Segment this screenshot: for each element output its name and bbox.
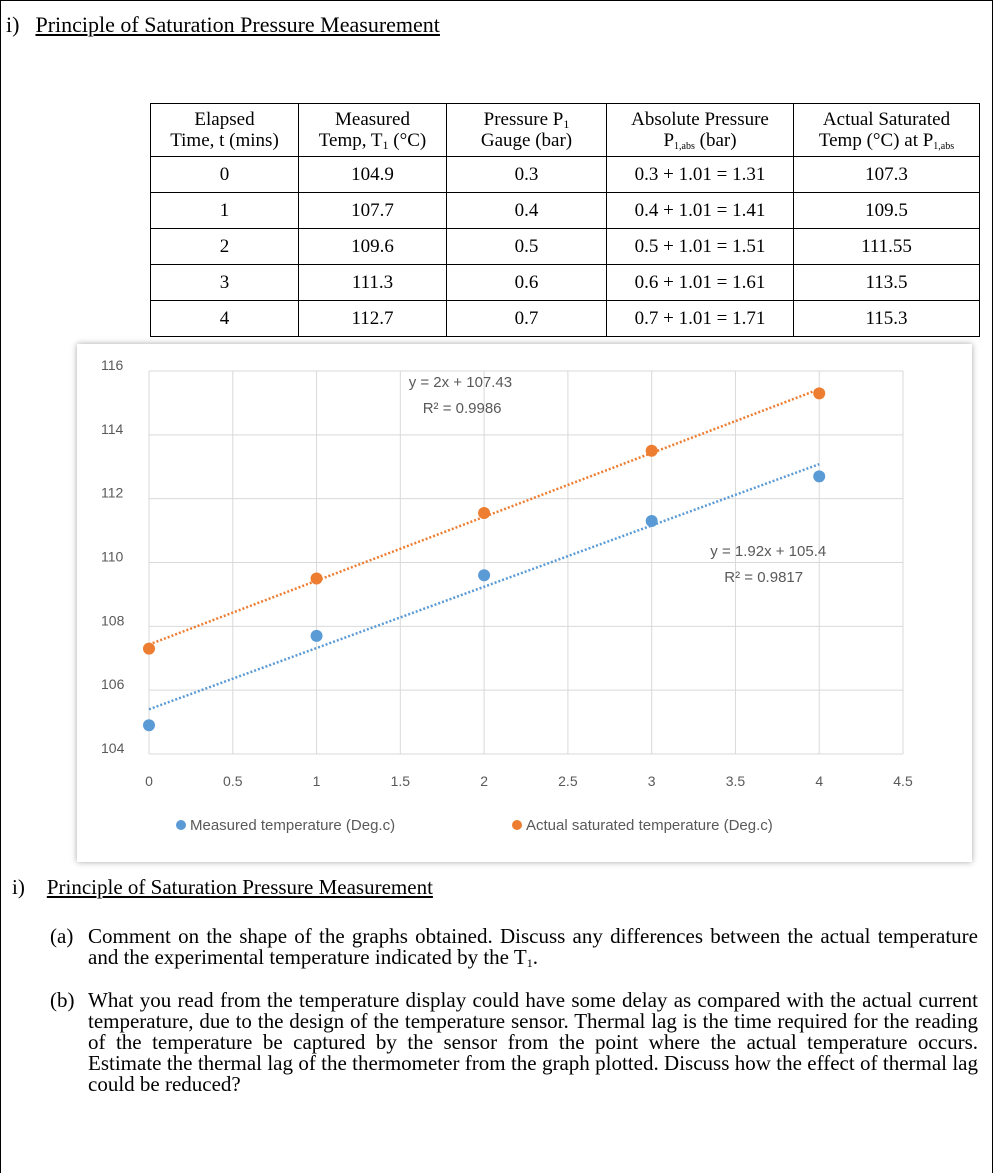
- table-cell: 0.5: [447, 229, 607, 265]
- table-row: [151, 193, 980, 229]
- data-point-actual: [813, 387, 825, 399]
- table-cell: 0.3 + 1.01 = 1.31: [607, 157, 794, 193]
- legend-label: Actual saturated temperature (Deg.c): [526, 817, 773, 834]
- section-title: Principle of Saturation Pressure Measurement: [35, 12, 440, 37]
- x-tick-label: 1: [312, 773, 321, 789]
- section-heading-repeat: [12, 874, 433, 900]
- table-row: [151, 265, 980, 301]
- questions: [50, 926, 978, 1117]
- trendline-r2: R² = 0.9986: [422, 399, 502, 417]
- table-cell: 0: [151, 157, 299, 193]
- table-cell: 104.9: [299, 157, 447, 193]
- data-point-actual: [646, 445, 658, 457]
- trendline-equation: y = 1.92x + 105.4: [710, 543, 827, 561]
- data-point-measured: [478, 569, 490, 581]
- x-tick-label: 2: [480, 773, 489, 789]
- x-tick-label: 1.5: [390, 773, 411, 789]
- x-tick-label: 3.5: [725, 773, 746, 789]
- y-tick-label: 108: [101, 612, 125, 629]
- trendline-r2: R² = 0.9817: [724, 569, 804, 587]
- legend-label: Measured temperature (Deg.c): [190, 817, 396, 834]
- x-tick-label: 0: [145, 773, 153, 789]
- table-row: [151, 229, 980, 265]
- table-cell: 113.5: [794, 265, 980, 301]
- y-tick-label: 110: [101, 548, 124, 565]
- table-cell: 107.7: [299, 193, 447, 229]
- table-cell: 0.6: [447, 265, 607, 301]
- question-text: What you read from the temperature display could have some delay as compared with the actual current temperature, due to the design of the temperature sensor. Thermal lag is the time required for the reading of the temperature be captured by the sensor from the point where the actual temperature occurs. Estimate the thermal lag of the thermometer from the graph plotted. Discuss how the effect of thermal lag could be reduced?: [88, 988, 978, 1096]
- data-table: [150, 103, 980, 337]
- scatter-chart: [77, 344, 972, 862]
- table-cell: 0.7: [447, 301, 607, 337]
- table-header-row: [151, 104, 980, 157]
- table-cell: 0.3: [447, 157, 607, 193]
- header-saturated-temp: Actual Saturated Temp (°C) at $P_{1,abs}$: [794, 104, 980, 157]
- section-number: i): [6, 12, 20, 37]
- header-elapsed-time: Elapsed Time, t (mins): [151, 104, 299, 157]
- data-point-actual: [143, 643, 155, 655]
- data-point-measured: [311, 630, 323, 642]
- question-label: (b): [50, 988, 75, 1012]
- table-cell: 2: [151, 229, 299, 265]
- data-point-actual: [311, 572, 323, 584]
- data-point-measured: [143, 719, 155, 731]
- x-tick-label: 0.5: [223, 773, 243, 789]
- y-tick-label: 104: [101, 740, 125, 756]
- section-heading: [6, 12, 440, 38]
- question-a: [50, 926, 978, 968]
- y-tick-label: 106: [101, 676, 125, 693]
- trendline-equation: y = 2x + 107.43: [408, 373, 513, 391]
- chart-panel: [77, 344, 972, 862]
- y-tick-label: 114: [101, 420, 124, 437]
- table-cell: 111.55: [794, 229, 980, 265]
- table-cell: 115.3: [794, 301, 980, 337]
- table-cell: 3: [151, 265, 299, 301]
- table-cell: 112.7: [299, 301, 447, 337]
- section-number: i): [12, 875, 25, 899]
- y-tick-label: 116: [101, 357, 124, 373]
- table-row: [151, 301, 980, 337]
- data-point-actual: [478, 507, 490, 519]
- header-measured-temp: Measured Temp, $T_1$ (°C): [299, 104, 447, 157]
- legend-marker: [512, 820, 522, 830]
- question-text: Comment on the shape of the graphs obtained. Discuss any differences between the actual temperature and the experimental temperature indicated by the $T_1$.: [88, 924, 978, 970]
- section-title: Principle of Saturation Pressure Measurement: [46, 875, 433, 899]
- table-cell: 0.7 + 1.01 = 1.71: [607, 301, 794, 337]
- table-cell: 107.3: [794, 157, 980, 193]
- x-tick-label: 2.5: [558, 773, 578, 789]
- x-tick-label: 4: [815, 773, 824, 789]
- table-cell: 4: [151, 301, 299, 337]
- table-cell: 0.6 + 1.01 = 1.61: [607, 265, 794, 301]
- table-cell: 109.6: [299, 229, 447, 265]
- x-tick-label: 3: [647, 773, 656, 789]
- table-row: [151, 157, 980, 193]
- data-point-measured: [813, 470, 825, 482]
- y-tick-label: 112: [101, 484, 124, 501]
- table-cell: 0.4: [447, 193, 607, 229]
- table-cell: 1: [151, 193, 299, 229]
- legend-marker: [176, 820, 186, 830]
- table-cell: 109.5: [794, 193, 980, 229]
- x-tick-label: 4.5: [893, 773, 913, 789]
- header-gauge-pressure: Pressure $P_1$ Gauge (bar): [447, 104, 607, 157]
- table-cell: 111.3: [299, 265, 447, 301]
- table-cell: 0.5 + 1.01 = 1.51: [607, 229, 794, 265]
- question-label: (a): [50, 924, 74, 948]
- table-cell: 0.4 + 1.01 = 1.41: [607, 193, 794, 229]
- data-point-measured: [646, 515, 658, 527]
- header-absolute-pressure: Absolute Pressure $P_{1,abs}$ (bar): [607, 104, 794, 157]
- question-b: [50, 990, 978, 1095]
